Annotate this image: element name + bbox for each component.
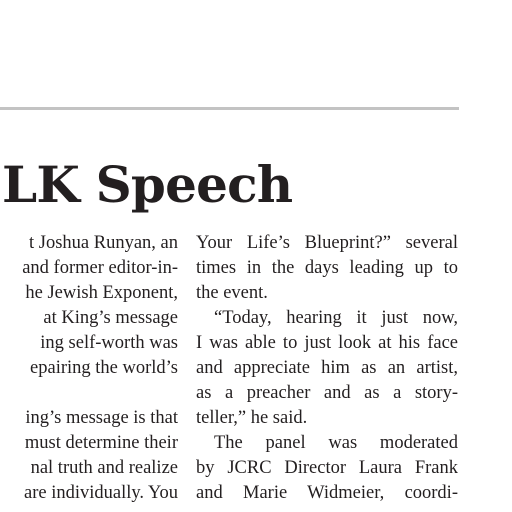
section-divider-rule xyxy=(0,107,459,110)
left-column-line: epairing the world’s xyxy=(30,358,178,378)
left-column-line: ing’s message is that xyxy=(25,408,178,428)
article-headline: LK Speech xyxy=(2,155,293,214)
right-column-line: by JCRC Director Laura Frank xyxy=(196,458,458,478)
left-column-line: and former editor-in- xyxy=(22,258,178,278)
right-column-line: Your Life’s Blueprint?” several xyxy=(196,233,458,253)
left-column-line: he Jewish Exponent, xyxy=(25,283,178,303)
right-column-line: and Marie Widmeier, coordi- xyxy=(196,483,458,503)
left-column-blank-line xyxy=(0,381,178,406)
right-column-line: the event. xyxy=(196,283,268,303)
paragraph-start-line: “Today, hearing it just now, xyxy=(214,308,458,328)
right-column-line: teller,” he said. xyxy=(196,408,308,428)
right-column-line: I was able to just look at his face xyxy=(196,333,458,353)
left-column-line: nal truth and realize xyxy=(30,458,178,478)
right-column-line: as a preacher and as a story- xyxy=(196,383,458,403)
right-column-line: times in the days leading up to xyxy=(196,258,458,278)
right-text-column xyxy=(196,231,458,506)
left-text-column xyxy=(0,231,178,506)
left-column-line: must determine their xyxy=(24,433,178,453)
paragraph-start-line: The panel was moderated xyxy=(214,433,458,453)
left-column-line: ing self-worth was xyxy=(40,333,178,353)
right-column-line: and appreciate him as an artist, xyxy=(196,358,458,378)
left-column-line: t Joshua Runyan, an xyxy=(28,233,178,253)
left-column-line: at King’s message xyxy=(43,308,178,328)
left-column-line: are individually. You xyxy=(24,483,178,503)
